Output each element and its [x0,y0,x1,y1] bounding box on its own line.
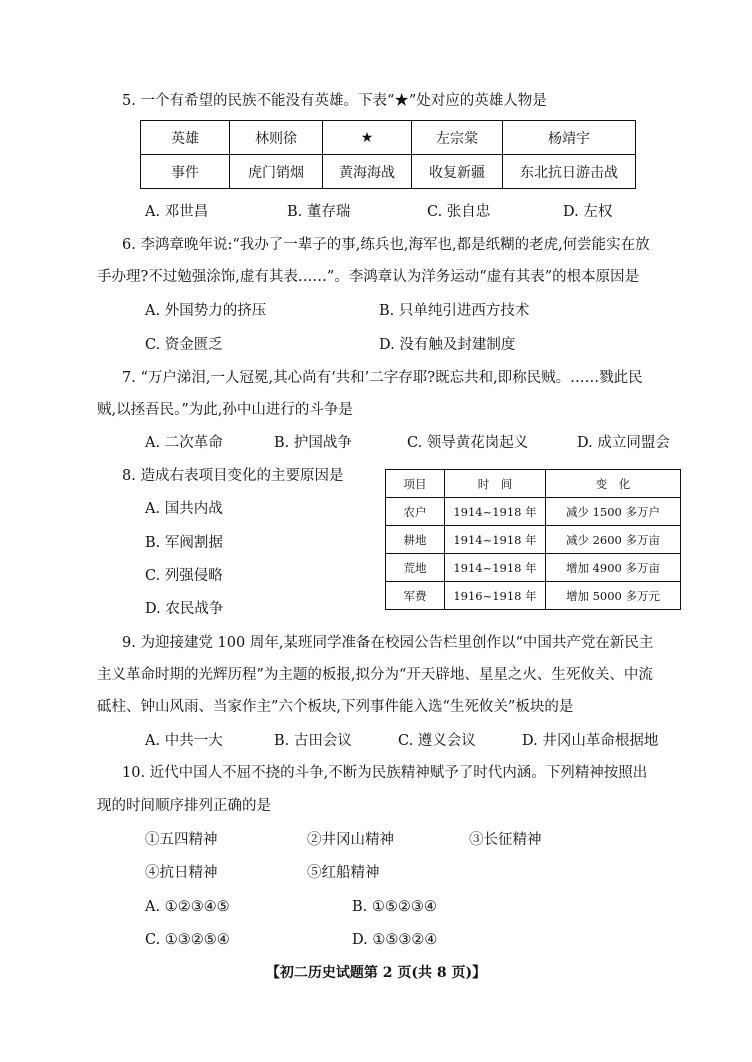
q5-option-c[interactable]: C. 张自忠 [427,204,491,220]
q10-option-a[interactable]: A. ①②③④⑤ [145,899,230,915]
q9-stem-line-3: 砥柱、钟山风雨、当家作主”六个板块,下列事件能入选“生死攸关”板块的是 [97,699,574,715]
table-cell: 荒地 [386,554,445,582]
table-cell: 增加 5000 多万元 [546,582,681,610]
q8-option-d[interactable]: D. 农民战争 [145,601,224,617]
q10-item-1: ①五四精神 [145,832,218,848]
table-row [141,155,636,189]
q8-stem: 8. 造成右表项目变化的主要原因是 [122,468,344,484]
q10-item-5: ⑤红船精神 [307,865,380,881]
table-cell: 事件 [141,155,230,189]
table-cell: 英雄 [141,121,230,155]
table-cell: 杨靖宇 [503,121,636,155]
table-header-cell: 时 间 [445,470,546,498]
q5-option-b[interactable]: B. 董存瑞 [287,204,351,220]
q10-item-3: ③长征精神 [469,832,542,848]
table-cell: 东北抗日游击战 [503,155,636,189]
q5-option-a[interactable]: A. 邓世昌 [145,204,209,220]
table-header-cell: 变 化 [546,470,681,498]
q6-option-c[interactable]: C. 资金匮乏 [145,337,223,353]
q7-option-b[interactable]: B. 护国战争 [274,435,352,451]
table-cell: 林则徐 [230,121,323,155]
table-cell: 减少 2600 多万亩 [546,526,681,554]
table-cell: 左宗棠 [412,121,503,155]
q10-option-b[interactable]: B. ①⑤②③④ [352,899,437,915]
table-cell: ★ [323,121,412,155]
q6-stem-line-2: 手办理?不过勉强涂饰,虚有其表……”。李鸿章认为洋务运动“虚有其表”的根本原因是 [97,269,640,285]
q7-stem-line-1: 7. “万户涕泪,一人冠冕,其心尚有‘共和’二字存耶?既忘共和,即称民贼。……戮此民 [122,370,643,386]
table-cell: 1916~1918 年 [445,582,546,610]
table-cell: 1914~1918 年 [445,526,546,554]
q9-option-c[interactable]: C. 遵义会议 [398,733,476,749]
q5-stem: 5. 一个有希望的民族不能没有英雄。下表“★”处对应的英雄人物是 [122,93,547,109]
q8-option-a[interactable]: A. 国共内战 [145,501,223,517]
q6-option-b[interactable]: B. 只单纯引进西方技术 [379,303,530,319]
q9-option-d[interactable]: D. 井冈山革命根据地 [522,733,659,749]
q10-stem-line-1: 10. 近代中国人不屈不挠的斗争,不断为民族精神赋予了时代内涵。下列精神按照出 [122,765,648,781]
q5-hero-table [140,120,636,189]
q7-option-c[interactable]: C. 领导黄花岗起义 [407,435,529,451]
table-cell: 黄海海战 [323,155,412,189]
q10-option-c[interactable]: C. ①③②⑤④ [145,932,230,948]
q10-item-4: ④抗日精神 [145,865,218,881]
q10-item-2: ②井冈山精神 [307,832,394,848]
table-header-cell: 项目 [386,470,445,498]
q8-option-c[interactable]: C. 列强侵略 [145,568,223,584]
table-cell: 农户 [386,498,445,526]
q7-stem-line-2: 贼,以拯吾民。”为此,孙中山进行的斗争是 [97,402,353,418]
q8-option-b[interactable]: B. 军阀割据 [145,535,223,551]
table-row [386,554,681,582]
q9-option-b[interactable]: B. 古田会议 [274,733,352,749]
table-cell: 军费 [386,582,445,610]
table-cell: 收复新疆 [412,155,503,189]
q8-data-table [385,469,681,610]
q6-stem-line-1: 6. 李鸿章晚年说:“我办了一辈子的事,练兵也,海军也,都是纸糊的老虎,何尝能实在放 [122,237,650,253]
q5-option-d[interactable]: D. 左权 [563,204,613,220]
page-footer: 【初二历史试题第 2 页(共 8 页)】 [265,965,487,981]
table-cell: 耕地 [386,526,445,554]
table-cell: 虎门销烟 [230,155,323,189]
table-row [386,526,681,554]
q10-stem-line-2: 现的时间顺序排列正确的是 [97,798,271,814]
q9-option-a[interactable]: A. 中共一大 [145,733,223,749]
table-cell: 1914~1918 年 [445,554,546,582]
table-row [386,498,681,526]
table-cell: 1914~1918 年 [445,498,546,526]
q9-stem-line-1: 9. 为迎接建党 100 周年,某班同学准备在校园公告栏里创作以“中国共产党在新民主 [122,635,654,651]
table-cell: 增加 4900 多万亩 [546,554,681,582]
q6-option-a[interactable]: A. 外国势力的挤压 [145,303,267,319]
table-row [141,121,636,155]
q6-option-d[interactable]: D. 没有触及封建制度 [379,337,516,353]
q10-option-d[interactable]: D. ①⑤③②④ [352,932,438,948]
q7-option-a[interactable]: A. 二次革命 [145,435,223,451]
q9-stem-line-2: 主义革命时期的光辉历程”为主题的板报,拟分为“开天辟地、星星之火、生死攸关、中流 [97,667,653,683]
table-header-row [386,470,681,498]
table-cell: 减少 1500 多万户 [546,498,681,526]
q7-option-d[interactable]: D. 成立同盟会 [577,435,670,451]
table-row [386,582,681,610]
